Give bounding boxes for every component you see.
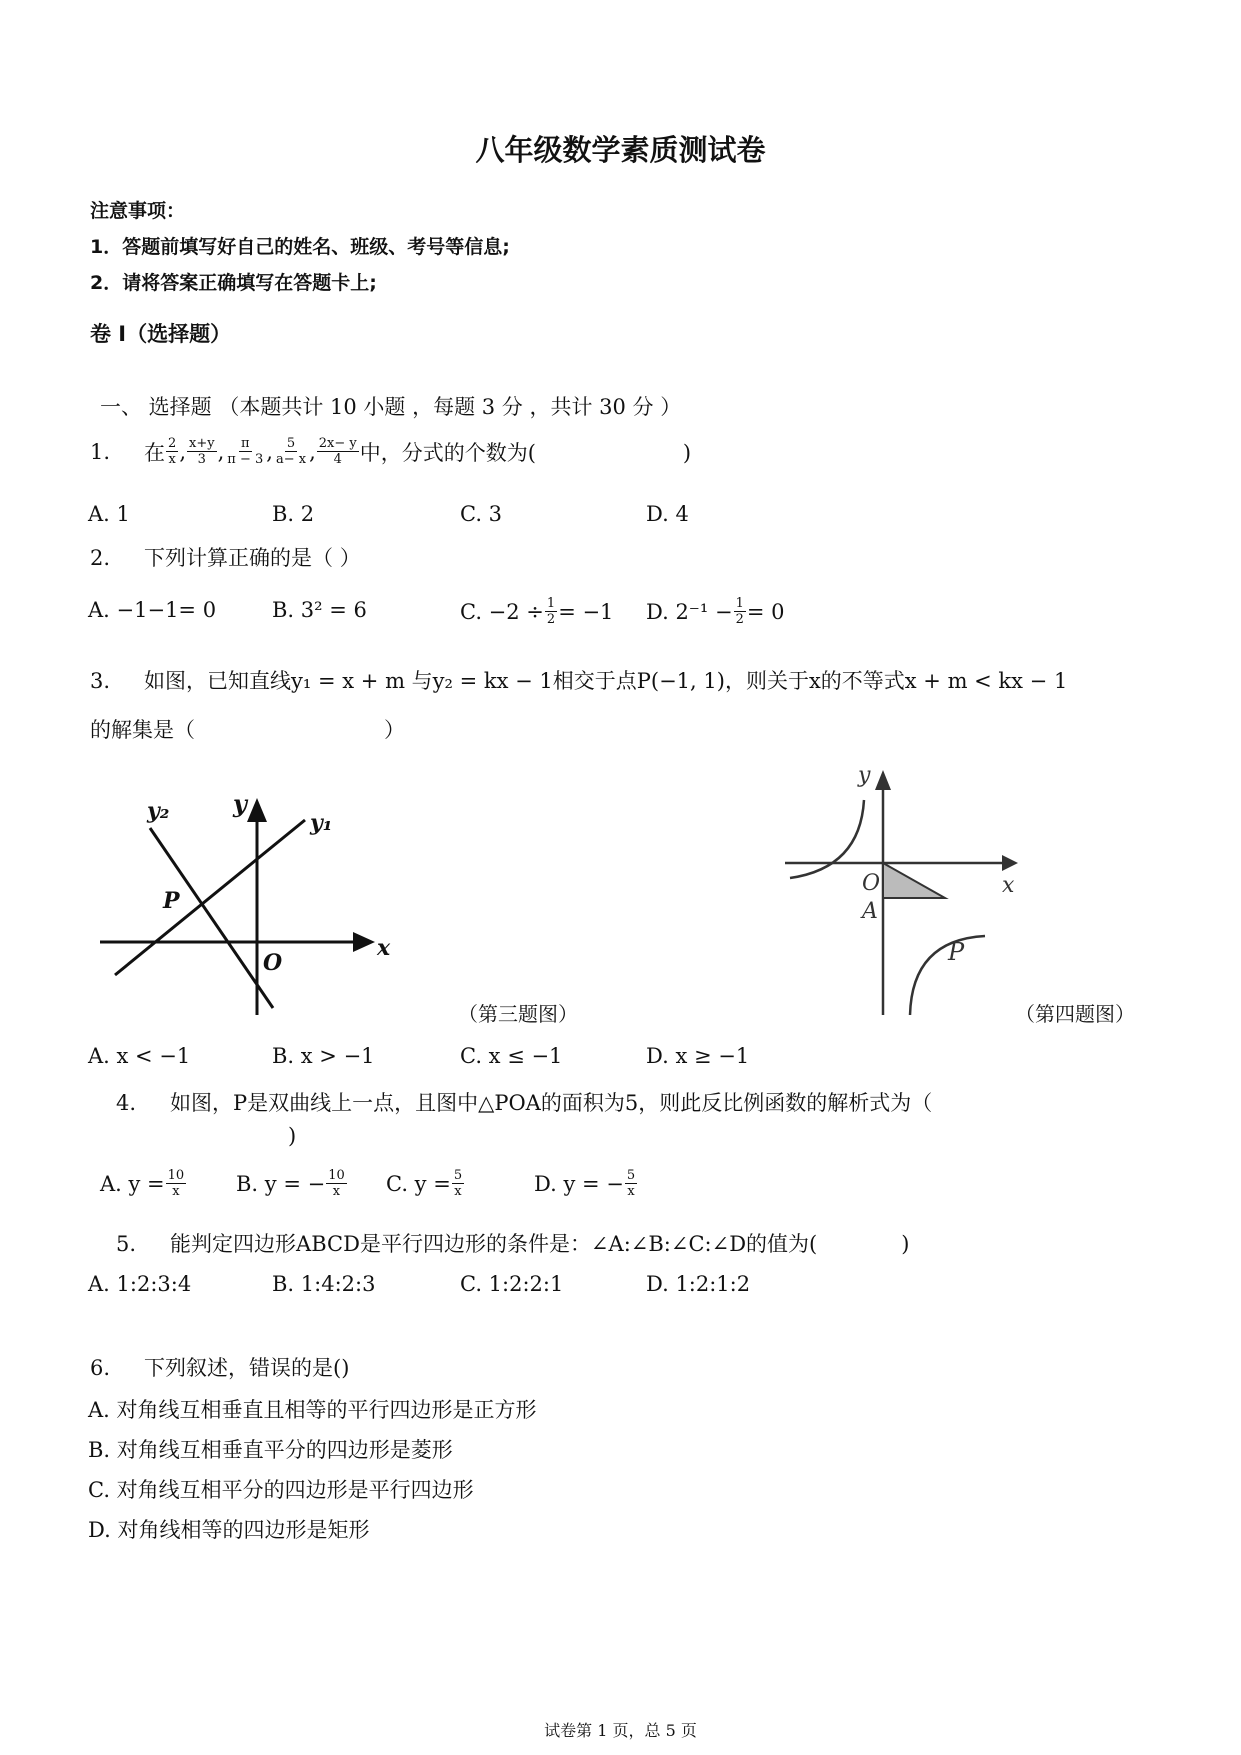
option-c: C. x ≤ −1 [460, 1044, 563, 1068]
option-d: D. 2⁻¹ − $\frac{1}{2}$ = 0 [646, 596, 785, 627]
option-b: B. 对角线互相垂直平分的四边形是菱形 [88, 1438, 453, 1462]
x-arrow [1002, 855, 1018, 871]
question-text: 下列叙述，错误的是() [144, 1356, 350, 1380]
fraction: $\frac{1}{2}$ [735, 596, 744, 627]
label-p: P [163, 888, 180, 914]
question-number: 4. [116, 1091, 137, 1115]
fraction: $\frac{x+y}{3}$ [189, 436, 215, 467]
label-y1: y₁ [310, 810, 333, 836]
line-y2 [150, 828, 273, 1008]
question-text: 中，分式的个数为( ) [359, 440, 692, 465]
figure-4-caption: （第四题图） [1015, 1002, 1135, 1026]
option-d: D. y = − $\frac{5}{x}$ [534, 1168, 636, 1199]
notes-heading: 注意事项： [90, 200, 186, 222]
question-text: 在 [144, 440, 166, 465]
label-x: x [1002, 873, 1015, 898]
fraction: $\frac{5}{x}$ [626, 1168, 636, 1199]
question-text: 下列计算正确的是（ ） [144, 546, 361, 570]
notes-item-1: 1．答题前填写好自己的姓名、班级、考号等信息; [90, 236, 510, 258]
fraction: $\frac{5}{a- x}$ [275, 436, 307, 467]
question-text: 能判定四边形ABCD是平行四边形的条件是：∠A:∠B:∠C:∠D的值为( ) [170, 1232, 910, 1256]
label-y: y [233, 790, 247, 818]
fraction: $\frac{1}{2}$ [546, 596, 556, 627]
option-d: D. x ≥ −1 [646, 1044, 750, 1068]
volume-heading: 卷 I（选择题） [90, 322, 232, 346]
question-number: 6. [90, 1356, 111, 1380]
option-a: A. 对角线互相垂直且相等的平行四边形是正方形 [88, 1398, 537, 1422]
notes-item-2: 2．请将答案正确填写在答题卡上; [90, 272, 377, 294]
option-c: C. 3 [460, 502, 503, 526]
label-y2: y₂ [147, 798, 170, 824]
hyperbola-branch-upper [790, 800, 864, 878]
y-arrow [875, 770, 891, 790]
fraction: $\frac{\pi}{\pi - 3}$ [227, 436, 264, 467]
option-b: B. 1:4:2:3 [272, 1272, 376, 1296]
question-number: 3. [90, 669, 111, 693]
section-heading: 一、 选择题 （本题共计 10 小题 ，每题 3 分 ，共计 30 分 ） [100, 395, 682, 419]
question-2 [90, 542, 361, 572]
figure-4 [780, 760, 1040, 1020]
option-b: B. 2 [272, 502, 315, 526]
label-o: O [862, 871, 881, 896]
question-text: 如图，P是双曲线上一点，且图中△POA的面积为5，则此反比例函数的解析式为（ [170, 1091, 933, 1115]
figure-3 [95, 790, 415, 1020]
option-b: B. 3² = 6 [272, 598, 367, 622]
option-d: D. 对角线相等的四边形是矩形 [88, 1518, 370, 1542]
x-arrow [353, 932, 375, 952]
option-a: A. x < −1 [88, 1044, 191, 1068]
question-3-continued: 的解集是（ ） [90, 718, 405, 742]
option-b: B. x > −1 [272, 1044, 375, 1068]
fraction: $\frac{10}{x}$ [328, 1168, 345, 1199]
question-6 [90, 1352, 349, 1382]
question-1: 1. 在 $\frac{2}{x}$ , $\frac{x+y}{3}$ , $\frac{\pi}{\pi - 3}$ , $\frac{5}{a- x}$ , $\frac{2x- y}{4}$ 中，分式的个数为( ) [90, 436, 692, 467]
question-text: 如图，已知直线y₁ = x + m 与y₂ = kx − 1相交于点P(−1, 1)，则关于x的不等式x + m < kx − 1 [144, 669, 1068, 693]
figure-3-caption: （第三题图） [458, 1002, 578, 1026]
fraction: $\frac{10}{x}$ [167, 1168, 185, 1199]
option-c: C. y = $\frac{5}{x}$ [386, 1168, 463, 1199]
option-b: B. y = − $\frac{10}{x}$ [236, 1168, 345, 1199]
option-a: A. −1−1= 0 [88, 598, 217, 622]
question-5 [116, 1228, 909, 1258]
option-a: A. 1 [88, 502, 130, 526]
label-y: y [858, 763, 871, 788]
label-a: A [862, 899, 878, 924]
page-footer: 试卷第 1 页，总 5 页 [544, 1721, 697, 1740]
option-d: D. 1:2:1:2 [646, 1272, 751, 1296]
question-3 [90, 665, 1067, 695]
option-d: D. 4 [646, 502, 689, 526]
label-o: O [263, 950, 283, 976]
option-a: A. 1:2:3:4 [88, 1272, 192, 1296]
option-c: C. 对角线互相平分的四边形是平行四边形 [88, 1478, 474, 1502]
label-p: P [948, 938, 965, 966]
label-x: x [377, 935, 391, 961]
y-arrow [247, 798, 267, 822]
question-number: 2. [90, 546, 111, 570]
option-a: A. y = $\frac{10}{x}$ [100, 1168, 185, 1199]
fraction: $\frac{2x- y}{4}$ [318, 436, 357, 467]
question-4 [116, 1087, 932, 1117]
fraction: $\frac{2}{x}$ [168, 436, 177, 467]
question-4-continued: ) [288, 1124, 297, 1148]
fraction: $\frac{5}{x}$ [453, 1168, 463, 1199]
question-number: 5. [116, 1232, 137, 1256]
question-number: 1. [90, 439, 111, 464]
page-title: 八年级数学素质测试卷 [475, 133, 766, 167]
option-c: C. 1:2:2:1 [460, 1272, 564, 1296]
triangle-poa [883, 863, 945, 898]
option-c: C. −2 ÷ $\frac{1}{2}$ = −1 [460, 596, 614, 627]
